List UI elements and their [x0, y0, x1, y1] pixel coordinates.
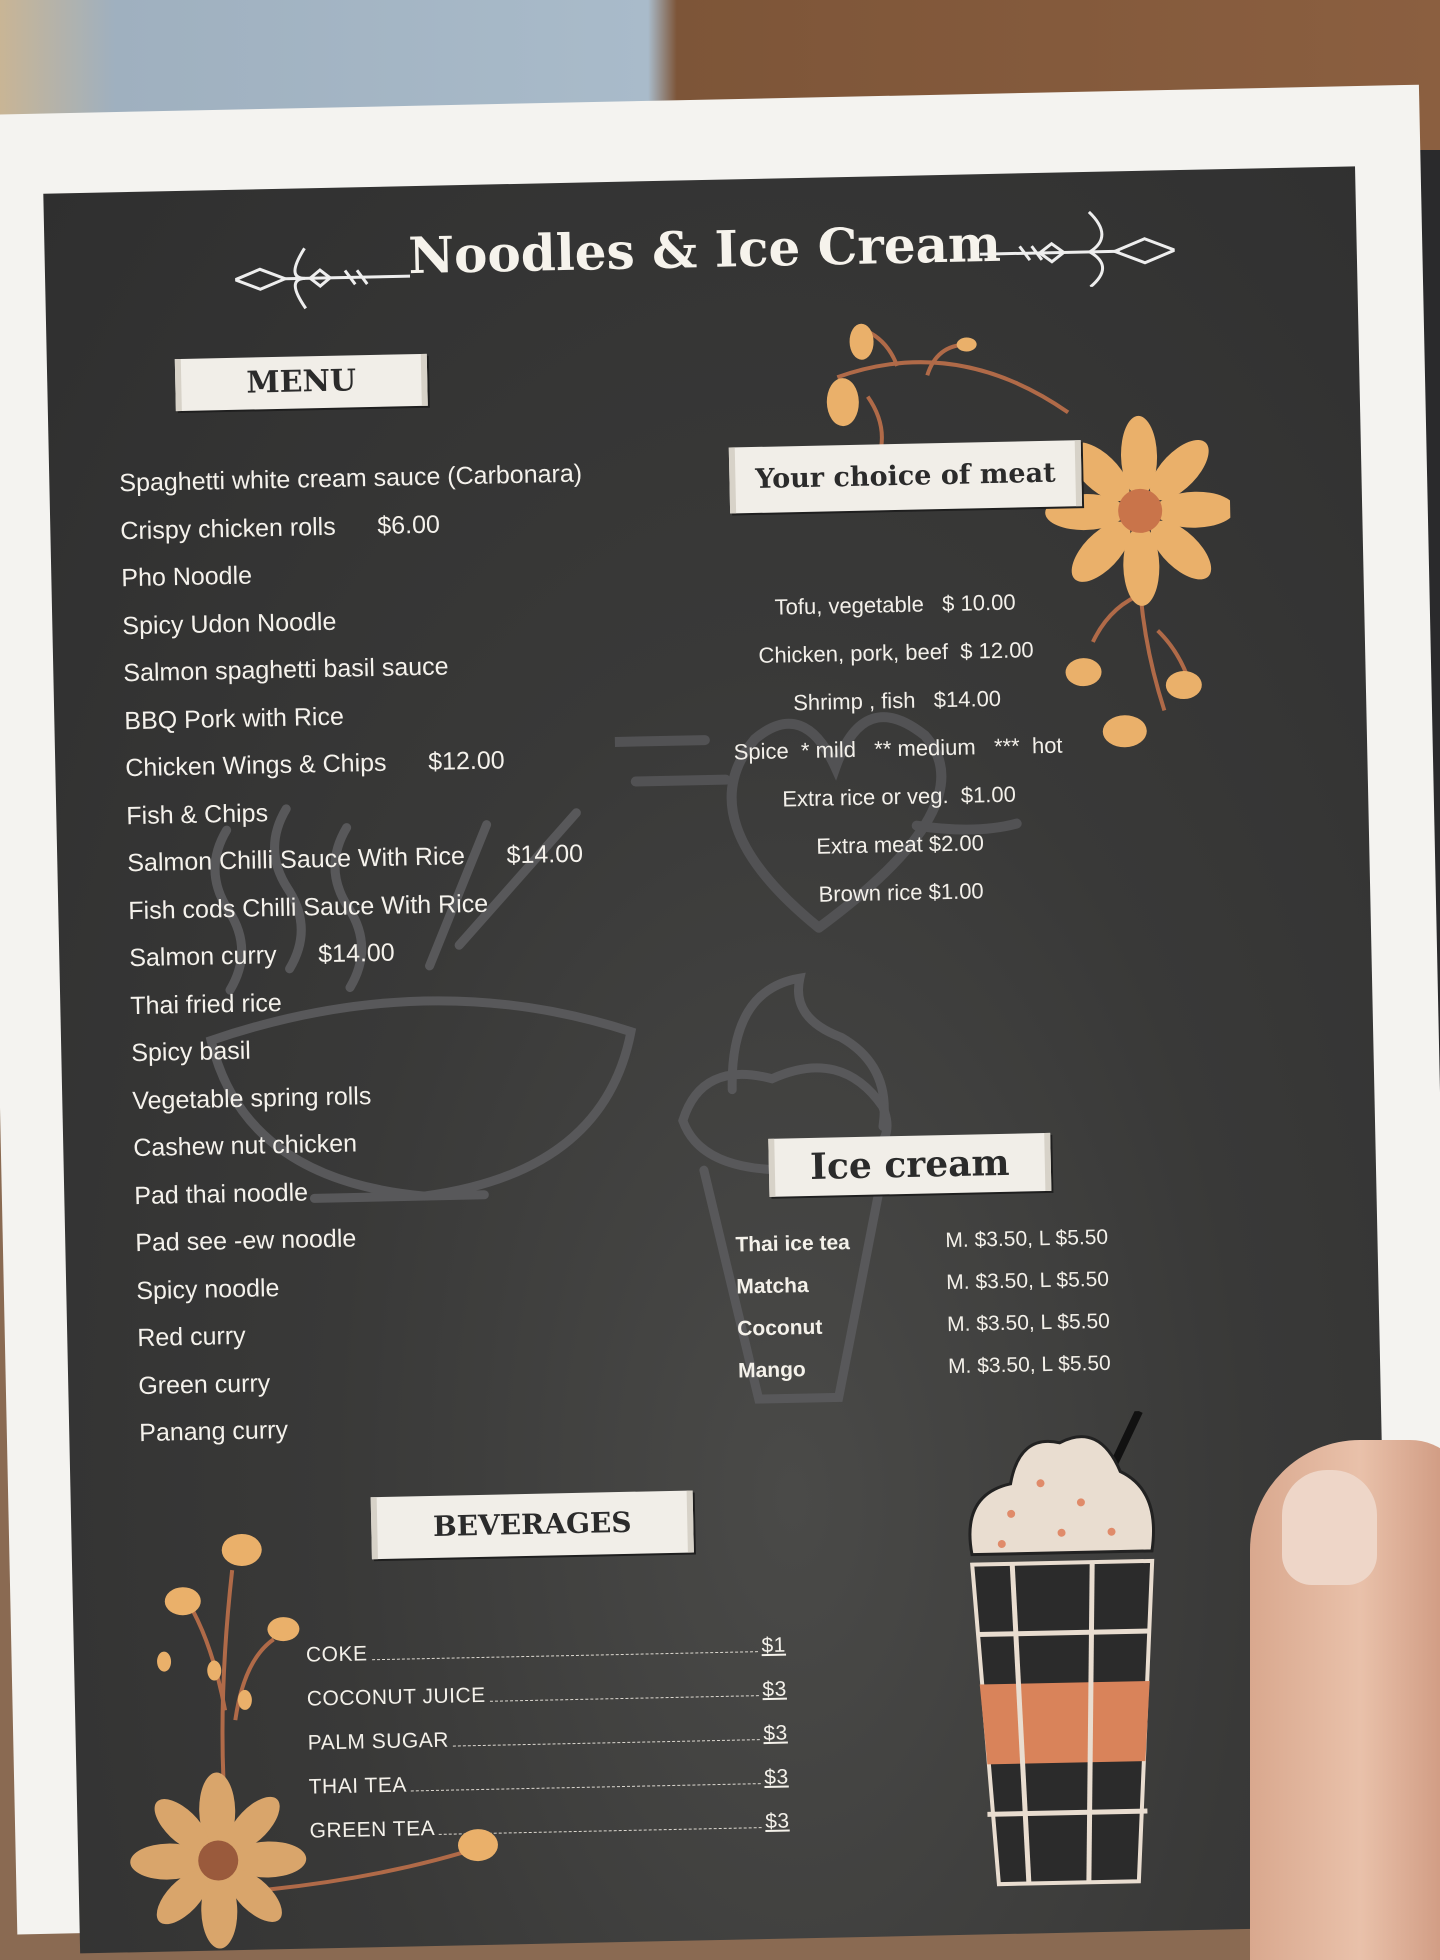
- ice-cream-name: Mango: [737, 1358, 806, 1383]
- menu-heading: MENU: [175, 354, 428, 411]
- menu-item: Spaghetti white cream sauce (Carbonara): [119, 459, 583, 498]
- meat-list: [680, 577, 1117, 922]
- ice-cream-price: M. $3.50, L $5.50: [946, 1267, 1110, 1295]
- menu-board: [43, 166, 1392, 1953]
- menu-list: [119, 447, 760, 1457]
- flower-branch-bottom-icon: [121, 1524, 550, 1953]
- milkshake-cup-icon: [949, 1411, 1169, 1895]
- page-title: Noodles & Ice Cream: [407, 213, 1002, 286]
- menu-item: BBQ Pork with Rice: [124, 702, 345, 735]
- menu-item: Spicy basil: [131, 1036, 252, 1068]
- meat-heading: Your choice of meat: [729, 440, 1082, 513]
- menu-item: Salmon Chilli Sauce With Rice $14.00: [127, 839, 584, 878]
- menu-item: Red curry: [136, 1321, 246, 1353]
- thumb-nail: [1282, 1470, 1377, 1585]
- meat-item: Brown rice $1.00: [818, 878, 984, 907]
- ice-cream-price: M. $3.50, L $5.50: [947, 1351, 1111, 1379]
- meat-item: Chicken, pork, beef $ 12.00: [758, 637, 1034, 668]
- menu-item: Panang curry: [138, 1415, 289, 1448]
- meat-item: Shrimp , fish $14.00: [792, 685, 1002, 716]
- menu-item: Chicken Wings & Chips $12.00: [125, 746, 505, 783]
- ice-cream-list: [735, 1215, 1208, 1393]
- ice-cream-name: Matcha: [736, 1274, 809, 1299]
- ice-cream-price: M. $3.50, L $5.50: [946, 1309, 1111, 1337]
- menu-item: Salmon curry $14.00: [129, 938, 395, 973]
- ice-cream-name: Thai ice tea: [735, 1231, 851, 1257]
- beverage-price: $3: [762, 1677, 788, 1702]
- beverage-price: $3: [764, 1809, 790, 1834]
- menu-item: Salmon spaghetti basil sauce: [123, 652, 449, 688]
- menu-item: Thai fried rice: [130, 988, 283, 1020]
- menu-item: Pho Noodle: [121, 561, 253, 593]
- ice-cream-row: [738, 1341, 1209, 1393]
- ice-cream-heading: Ice cream: [768, 1133, 1051, 1197]
- beverage-name: COCONUT JUICE: [306, 1683, 486, 1711]
- menu-item: Fish cods Chilli Sauce With Rice: [128, 889, 489, 925]
- ice-cream-price: M. $3.50, L $5.50: [945, 1225, 1109, 1253]
- beverage-name: GREEN TEA: [309, 1816, 436, 1843]
- beverage-price: $3: [763, 1721, 788, 1746]
- beverages-heading: BEVERAGES: [371, 1490, 694, 1559]
- menu-item: Spicy noodle: [135, 1273, 280, 1305]
- ice-cream-name: Coconut: [736, 1315, 823, 1341]
- beverage-name: COKE: [305, 1642, 368, 1667]
- beverage-name: THAI TEA: [308, 1773, 408, 1799]
- menu-item: Vegetable spring rolls: [132, 1081, 372, 1115]
- beverage-name: PALM SUGAR: [307, 1728, 450, 1755]
- meat-item: Extra meat $2.00: [816, 830, 985, 859]
- title-flourish-right-icon: [979, 205, 1176, 289]
- menu-item: Fish & Chips: [126, 798, 269, 830]
- beverage-price: $1: [761, 1633, 787, 1658]
- meat-item: Spice * mild ** medium *** hot: [733, 732, 1063, 765]
- meat-item: Tofu, vegetable $ 10.00: [774, 589, 1016, 620]
- menu-item: Pad see -ew noodle: [134, 1224, 357, 1258]
- menu-item: Green curry: [137, 1368, 271, 1400]
- beverage-price: $3: [764, 1765, 789, 1790]
- menu-item: Crispy chicken rolls $6.00: [120, 510, 441, 545]
- menu-item: Cashew nut chicken: [133, 1129, 358, 1163]
- menu-item: Spicy Udon Noodle: [122, 607, 337, 640]
- title-flourish-left-icon: [234, 241, 410, 315]
- menu-item: Pad thai noodle: [134, 1177, 309, 1210]
- meat-item: Extra rice or veg. $1.00: [782, 781, 1017, 812]
